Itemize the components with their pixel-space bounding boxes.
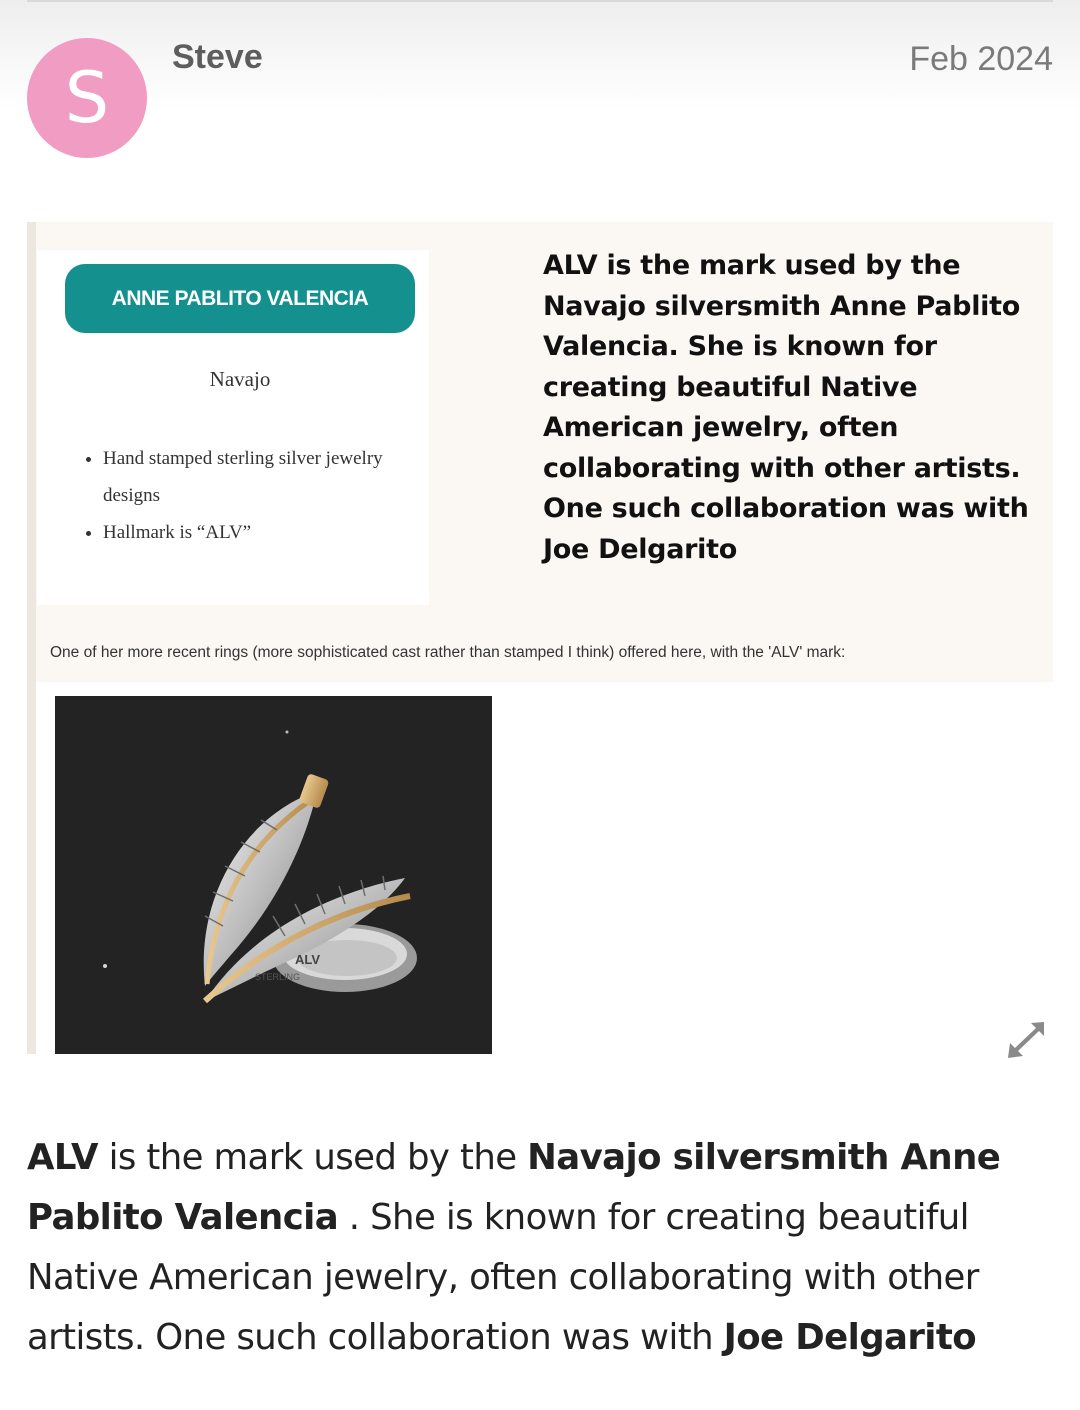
post-image[interactable]: [27, 222, 1053, 1054]
avatar-letter: S: [64, 57, 110, 139]
divider: [27, 0, 1053, 2]
list-item: • Hallmark is “ALV”: [103, 514, 443, 551]
body-text: is the mark used by the: [97, 1137, 528, 1178]
bold-text: Navajo silversmith Anne Pablito Valencia: [27, 1137, 1001, 1238]
body-text: . She is known for creating beautiful Native American jewelry, often collaborating with other artists. One such collaboration was with: [27, 1197, 979, 1358]
bold-text: ALV: [27, 1137, 98, 1178]
expand-arrows-icon[interactable]: [1004, 1020, 1048, 1060]
feather-ring-photo: [55, 696, 492, 1054]
avatar[interactable]: [27, 38, 147, 158]
author-name[interactable]: Steve: [172, 38, 263, 76]
list-item: • Hand stamped sterling silver jewelry designs: [103, 440, 443, 514]
handwritten-note: ALV is the mark used by the Navajo silversmith Anne Pablito Valencia. She is known for creating beautiful Native American jewelry, often collaborating with other artists. One such collaboration was with Joe Delgarito: [543, 250, 1029, 565]
artist-bullets: [81, 440, 443, 551]
artist-card-extension: [37, 552, 409, 604]
post-body: [27, 1128, 1053, 1368]
image-edge: [27, 222, 36, 1054]
ring-illustration: [55, 696, 492, 1054]
artist-name-banner: ANNE PABLITO VALENCIA: [65, 264, 415, 333]
post-date: Feb 2024: [909, 40, 1053, 78]
ring-stamp-text: STERLING: [255, 972, 301, 982]
artist-tribe: Navajo: [209, 367, 271, 391]
bold-text: Joe Delgarito: [723, 1317, 977, 1358]
ring-stamp-mark: ALV: [295, 952, 321, 967]
image-caption: One of her more recent rings (more sophisticated cast rather than stamped I think) offered here, with the 'ALV' mark:: [50, 644, 846, 661]
